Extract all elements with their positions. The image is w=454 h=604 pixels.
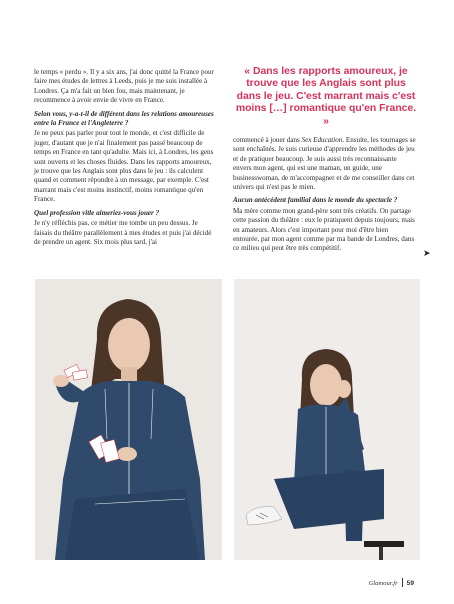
- chevron-right-icon: ➤: [423, 249, 431, 259]
- article-column-right: [233, 136, 416, 258]
- page-number: 59: [406, 580, 414, 587]
- photo-portrait-cards: [35, 279, 222, 560]
- interview-question: Quel profession vitle aimeriez-vous jouer ?: [34, 208, 160, 217]
- page-folio: [369, 578, 414, 587]
- photo-portrait-seated: [234, 279, 420, 560]
- interview-question: Selon vous, y-a-t-il de différent dans les relations amoureuses entre la France et l'Angleterre ?: [34, 109, 214, 128]
- photo-illustration: [35, 279, 222, 560]
- pull-quote: « Dans les rapports amoureux, je trouve que les Anglais sont plus dans le jeu. C'est marrant mais c'est moins […] romantique qu'en France. »: [235, 66, 417, 127]
- interview-answer: Ma mère comme mon grand-père sont très créatifs. On partage cette passion du théâtre : eux le pratiquent depuis toujours, mais en amateurs. Alors c'est important pour moi d'être bien entourée, par mon agent comme par ma bande de Londres, dans ce milieu qui peut être très compétitif.: [233, 206, 415, 253]
- interview-question: Aucun antécédent familial dans le monde du spectacle ?: [233, 196, 398, 205]
- magazine-name: Glamour.fr: [368, 580, 398, 587]
- show-title: Sex Education: [301, 136, 343, 144]
- article-column-left: [34, 68, 217, 251]
- photo-illustration: [234, 279, 420, 560]
- interview-answer: Je ne peux pas parler pour tout le monde, et c'est difficile de juger, d'autant que je n'ai finalement pas passé beaucoup de temps en France en tant qu'adulte. Mais ici, à Londres, les gens sont ouverts et les choses fluides. Dans les rapports amoureux, je trouve que les Anglais sont plus dans le jeu : ils calculent quand et comment répondre à un message, par exemple. C'est marrant mais c'est moins instinctif, moins romantique qu'en France.: [34, 129, 214, 204]
- paragraph: le temps « perdu ». Il y a six ans, j'ai donc quitté la France pour faire mes études de lettres à Leeds, puis je me suis installée à Londres. Ça m'a fait un bien fou, mais maintenant, je recommence à avoir envie de vivre en France.: [34, 68, 214, 105]
- folio-divider: [402, 578, 403, 587]
- paragraph: commencé à jouer dans Sex Education. Ensuite, les tournages se sont enchaînés. Je suis curieuse d'apprendre les méthodes de jeu et de pratiquer beaucoup. Je suis aussi très reconnaissante envers mon agent, qui est une maman, un guide, une businesswoman, de m'accompagner et de me conseiller dans cet univers qui n'est pas le mien.: [233, 136, 416, 192]
- interview-answer: Je n'y réfléchis pas, ce métier me tombe un peu dessus. Je faisais du théâtre parallèlement à mes études et puis j'ai décidé de prendre un agent. Six mois plus tard, j'ai: [34, 219, 212, 246]
